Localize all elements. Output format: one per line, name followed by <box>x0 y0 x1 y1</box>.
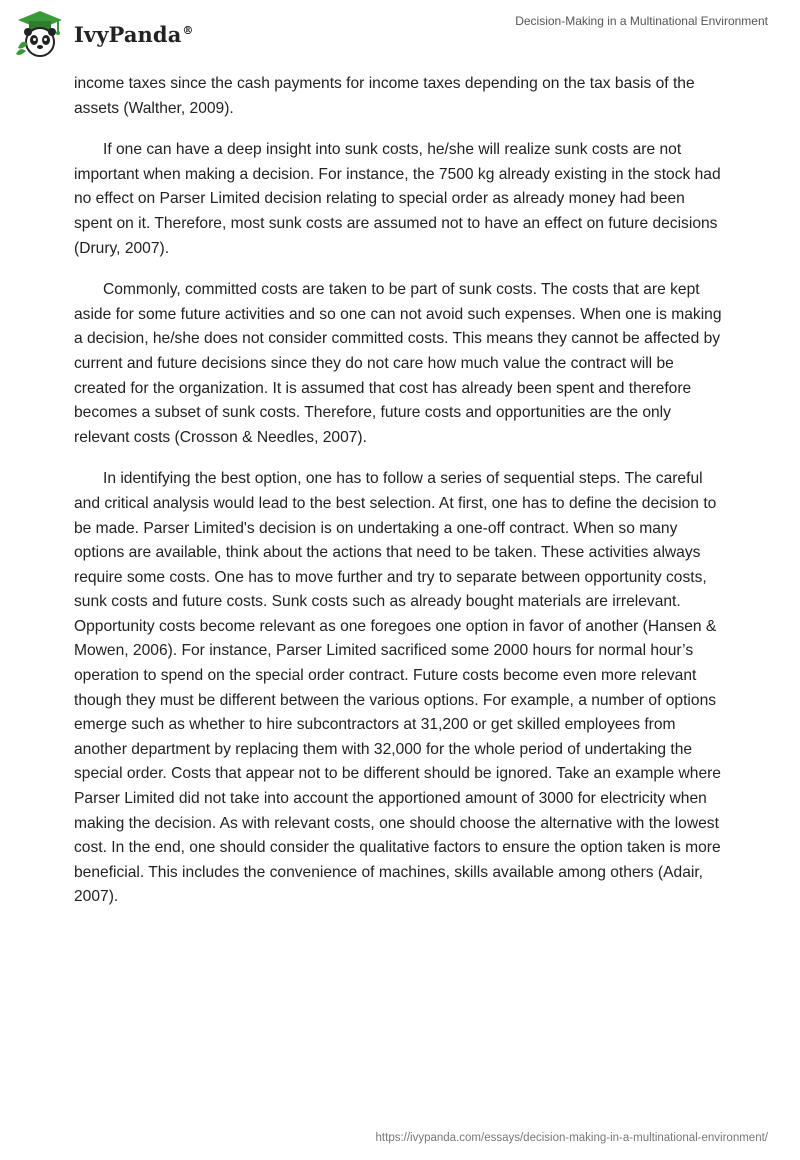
essay-body <box>74 72 724 927</box>
ivypanda-logo[interactable] <box>14 8 194 58</box>
brand-name <box>74 22 194 47</box>
panda-graduate-icon <box>14 8 66 58</box>
registered-mark: ® <box>182 23 194 37</box>
document-title: Decision-Making in a Multinational Environment <box>515 14 768 28</box>
source-url[interactable]: https://ivypanda.com/essays/decision-making-in-a-multinational-environment/ <box>375 1132 768 1144</box>
page-header <box>0 0 800 70</box>
paragraph: If one can have a deep insight into sunk costs, he/she will realize sunk costs are not important when making a decision. For instance, the 7500 kg already existing in the stock had no effect on Parser Limited decision relating to special order as already money had been spent on it. Therefore, most sunk costs are assumed not to have an effect on future decisions (Drury, 2007). <box>74 141 721 257</box>
paragraph: income taxes since the cash payments for income taxes depending on the tax basis of the assets (Walther, 2009). <box>74 75 695 117</box>
brand-text: IvyPanda <box>74 21 182 47</box>
paragraph: Commonly, committed costs are taken to be part of sunk costs. The costs that are kept aside for some future activities and so one can not avoid such expenses. When one is making a decision, he/she does not consider committed costs. This means they cannot be affected by current and future decisions since they do not care how much value the contract will be created for the organization. It is assumed that cost has already been spent and therefore becomes a subset of sunk costs. Therefore, future costs and opportunities are the only relevant costs (Crosson & Needles, 2007). <box>74 281 722 446</box>
paragraph: In identifying the best option, one has to follow a series of sequential steps. The careful and critical analysis would lead to the best selection. At first, one has to define the decision to be made. Parser Limited's decision is on undertaking a one-off contract. When so many options are available, think about the actions that need to be taken. These activities always require some costs. One has to move further and try to separate between opportunity costs, sunk costs and future costs. Sunk costs such as already bought materials are irrelevant. Opportunity costs become relevant as one foregoes one option in favor of another (Hansen & Mowen, 2006). For instance, Parser Limited sacrificed some 2000 hours for normal hour’s operation to spend on the special order contract. Future costs become even more relevant though they must be different between the various options. For example, a number of options emerge such as whether to hire subcontractors at 31,200 or get skilled employees from another department by replacing them with 32,000 for the whole period of undertaking the special order. Costs that appear not to be different should be ignored. Take an example where Parser Limited did not take into account the apportioned amount of 3000 for electricity when making the decision. As with relevant costs, one should choose the alternative with the lowest cost. In the end, one should consider the qualitative factors to ensure the option taken is more beneficial. This includes the convenience of machines, skills available among others (Adair, 2007). <box>74 470 721 906</box>
